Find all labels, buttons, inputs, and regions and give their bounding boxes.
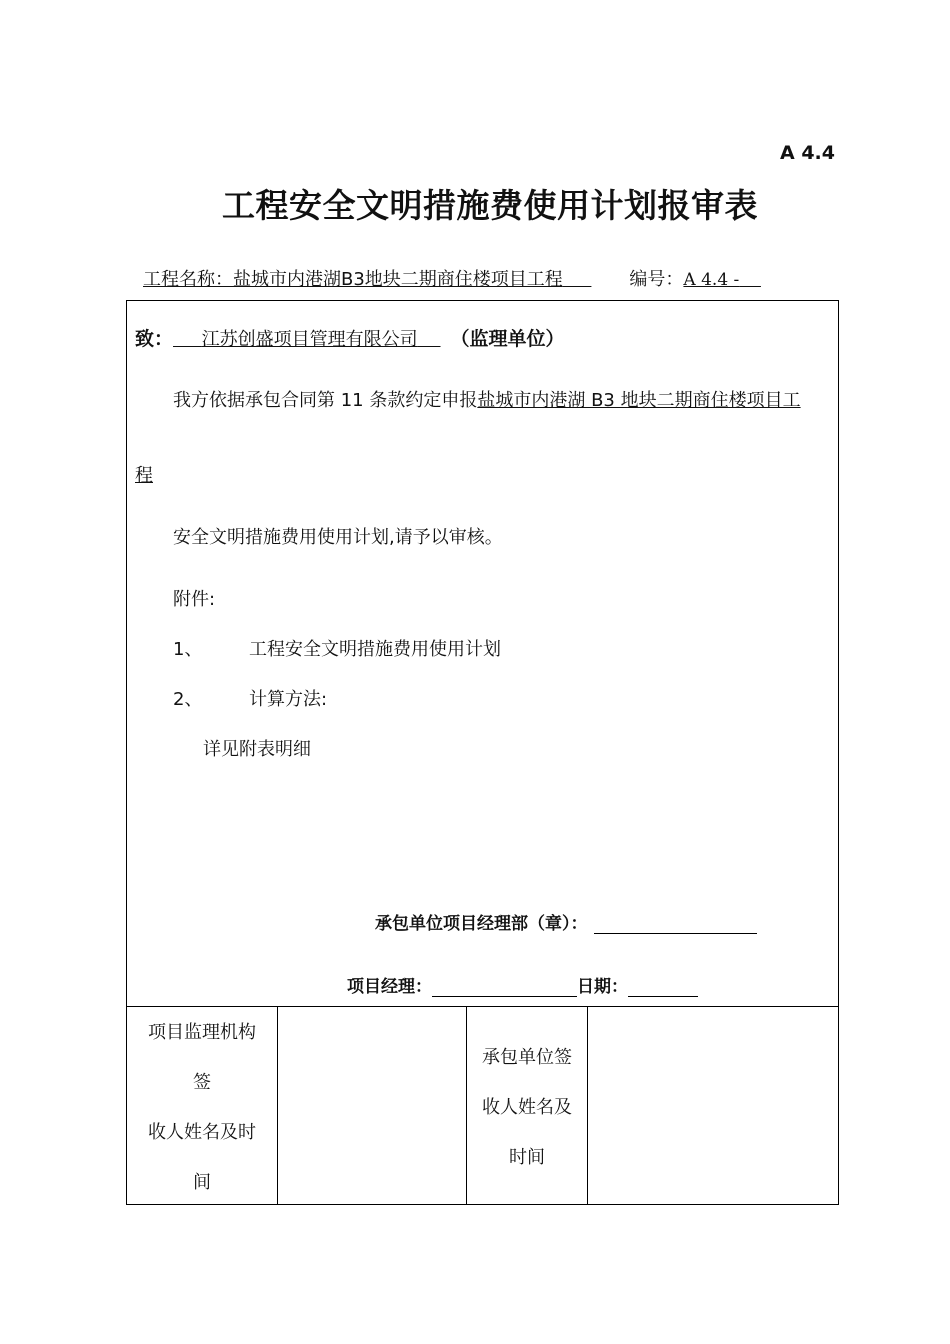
supervisor-role: （监理单位） [450, 328, 565, 350]
attachment-index-1: 1、 [173, 639, 203, 660]
contractor-receiver-cell[interactable] [588, 1007, 838, 1205]
form-code: A 4.4 [780, 142, 835, 164]
body-line-2: 程 [135, 465, 153, 486]
date-label: 日期： [577, 977, 628, 997]
number-label: 编号： [629, 269, 684, 290]
manager-signature-blank[interactable] [432, 978, 577, 997]
dept-seal-label: 承包单位项目经理部（章）： [375, 914, 588, 934]
attachment-index-2: 2、 [173, 689, 203, 710]
project-name-label: 工程名称： [143, 269, 233, 290]
addressee-line [135, 324, 565, 351]
manager-label: 项目经理： [347, 977, 432, 997]
dept-seal-blank[interactable] [594, 915, 757, 934]
attachment-item-1: 工程安全文明措施费用使用计划 [249, 639, 501, 660]
to-label: 致： [135, 328, 174, 350]
date-blank[interactable] [628, 978, 698, 997]
number-value: A 4.4 - [683, 270, 740, 290]
manager-date-line [347, 972, 698, 997]
body-line-3: 安全文明措施费用使用计划,请予以审核。 [173, 527, 503, 548]
supervisor-company: 江苏创盛项目管理有限公司 [201, 329, 418, 350]
contractor-receiver-label: 承包单位签 收人姓名及 时间 [482, 1047, 572, 1168]
project-header [143, 265, 761, 291]
page-title: 工程安全文明措施费使用计划报审表 [222, 186, 758, 225]
dept-seal-line [375, 909, 757, 934]
detail-note: 详见附表明细 [203, 739, 311, 760]
body-line-1 [173, 386, 801, 412]
supervisor-receiver-label: 项目监理机构 签 收人姓名及时 间 [148, 1022, 256, 1193]
contract-clause-text: 我方依据承包合同第 11 条款约定申报 [173, 390, 478, 411]
project-name: 盐城市内港湖B3地块二期商住楼项目工程 [233, 269, 563, 290]
attachment-item-2: 计算方法: [249, 689, 328, 710]
supervisor-receiver-cell[interactable] [278, 1007, 466, 1205]
attachments-label: 附件: [173, 589, 216, 610]
project-name-inline: 盐城市内港湖 B3 地块二期商住楼项目工 [477, 390, 801, 411]
